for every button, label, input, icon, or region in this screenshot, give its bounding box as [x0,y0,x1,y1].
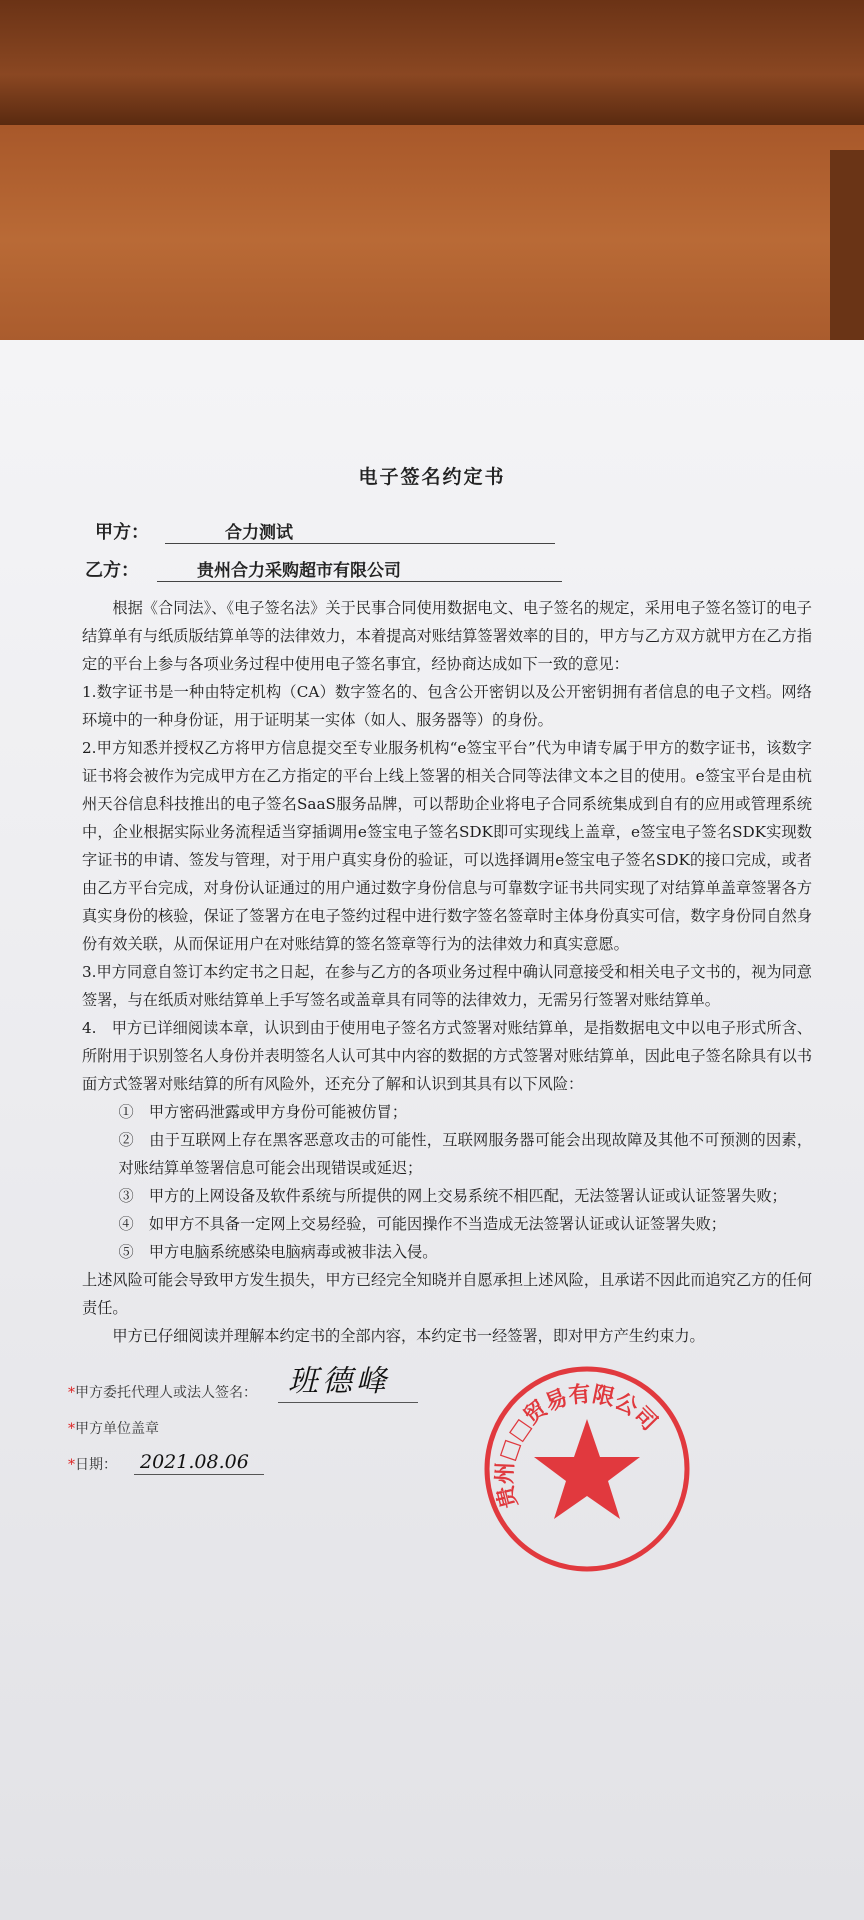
party-a-label: 甲方： [95,522,149,543]
clause-2: 2.甲方知悉并授权乙方将甲方信息提交至专业服务机构“e签宝平台”代为申请专属于甲方的数字证书，该数字证书将会被作为完成甲方在乙方指定的平台上线上签署的相关合同等法律文本之目的使用。e签宝平台是由杭州天谷信息科技推出的电子签名SaaS服务品牌，可以帮助企业将电子合同系统集成到自有的应用或管理系统中，企业根据实际业务流程适当穿插调用e签宝电子签名SDK即可实现线上盖章，e签宝电子签名SDK实现数字证书的申请、签发与管理，对于用户真实身份的验证，可以选择调用e签宝电子签名SDK的接口完成，或者由乙方平台完成，对身份认证通过的用户通过数字身份信息与可靠数字证书共同实现了对结算单盖章签署各方真实身份的核验，保证了签署方在电子签约过程中进行数字签名签章时主体身份真实可信，数字身份同自然身份有效关联，从而保证用户在对账结算的签名签章等行为的法律效力和真实意愿。 [82,739,812,953]
party-b-value: 贵州合力采购超市有限公司 [157,556,562,582]
date-row [68,1456,117,1474]
wooden-board-edge [830,150,864,350]
handwritten-date: 2021.08.06 [140,1451,249,1473]
document-body [82,594,812,1350]
clause-4: 4. 甲方已详细阅读本章，认识到由于使用电子签名方式签署对账结算单，是指数据电文中以电子形式所含、所附用于识别签名人身份并表明签名人认可其中内容的数据的方式签署对账结算单，因此电子签名除具有以书面方式签署对账结算的所有风险外，还充分了解和认识到其具有以下风险： [82,1019,812,1093]
risk-item-2: ② 由于互联网上存在黑客恶意攻击的可能性，互联网服务器可能会出现故障及其他不可预测的因素，对账结算单签署信息可能会出现错误或延迟； [118,1131,812,1177]
party-a-row [95,518,293,544]
closing-paragraph: 上述风险可能会导致甲方发生损失，甲方已经完全知晓并自愿承担上述风险，且承诺不因此而追究乙方的任何责任。 [82,1271,812,1317]
final-paragraph: 甲方已仔细阅读并理解本约定书的全部内容，本约定书一经签署，即对甲方产生约束力。 [112,1327,705,1345]
party-a-value: 合力测试 [165,518,555,544]
risk-item-3: ③ 甲方的上网设备及软件系统与所提供的网上交易系统不相匹配，无法签署认证或认证签署失败； [118,1187,787,1205]
company-seal-stamp [482,1364,692,1574]
party-b-label: 乙方： [85,560,139,581]
required-asterisk: * [68,1421,75,1437]
agent-signature-row [68,1384,257,1402]
signature-line [278,1402,418,1403]
clause-1: 1.数字证书是一种由特定机构（CA）数字签名的、包含公开密钥以及公开密钥拥有者信息的电子文档。网络环境中的一种身份证，用于证明某一实体（如人、服务器等）的身份。 [82,683,812,729]
handwritten-signature: 班德峰 [288,1364,390,1399]
wooden-board [0,125,864,355]
date-label: 日期： [75,1457,117,1473]
risk-item-4: ④ 如甲方不具备一定网上交易经验，可能因操作不当造成无法签署认证或认证签署失败； [118,1215,726,1233]
wooden-background-top [0,0,864,125]
seal-row [68,1420,159,1438]
risk-item-5: ⑤ 甲方电脑系统感染电脑病毒或被非法入侵。 [118,1243,438,1261]
clause-3: 3.甲方同意自签订本约定书之日起，在参与乙方的各项业务过程中确认同意接受和相关电子文书的，视为同意签署，与在纸质对账结算单上手写签名或盖章具有同等的法律效力，无需另行签署对账结算单。 [82,963,812,1009]
party-b-row [85,556,401,582]
stamp-text: 贵州□□贸易有限公司 [491,1380,663,1511]
risk-item-1: ① 甲方密码泄露或甲方身份可能被仿冒； [118,1103,408,1121]
date-line [134,1474,264,1475]
stamp-star-icon [534,1419,640,1519]
document-title: 电子签名约定书 [358,466,506,488]
seal-label: 甲方单位盖章 [75,1421,159,1437]
required-asterisk: * [68,1385,75,1401]
required-asterisk: * [68,1457,75,1473]
intro-paragraph: 根据《合同法》、《电子签名法》关于民事合同使用数据电文、电子签名的规定，采用电子签名签订的电子结算单有与纸质版结算单等的法律效力，本着提高对账结算签署效率的目的，甲方与乙方双方就甲方在乙方指定的平台上参与各项业务过程中使用电子签名事宜，经协商达成如下一致的意见： [82,599,812,673]
agent-signature-label: 甲方委托代理人或法人签名： [75,1385,257,1401]
document-content [68,594,812,1594]
signature-section [68,1364,812,1594]
